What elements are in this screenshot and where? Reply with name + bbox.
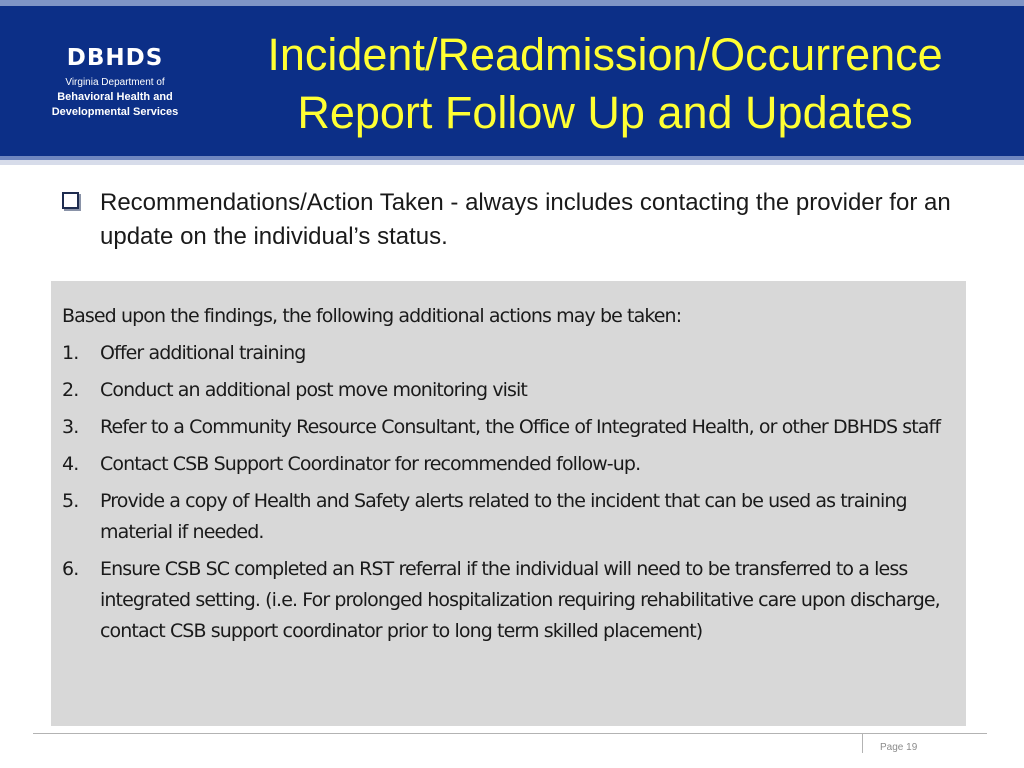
list-item-number: 6.: [62, 558, 79, 580]
list-item-text: Conduct an additional post move monitoring visit: [100, 379, 527, 401]
checkbox-icon: [62, 192, 79, 209]
slide-title-line2: Report Follow Up and Updates: [297, 87, 913, 138]
list-item: [62, 554, 954, 647]
action-list: [62, 338, 954, 647]
list-item-text: Refer to a Community Resource Consultant, the Office of Integrated Health, or other DBHDS staff: [100, 416, 941, 438]
slide-header: [0, 0, 1024, 160]
actions-panel: [51, 281, 966, 726]
list-item-text: Offer additional training: [100, 342, 306, 364]
list-item-number: 5.: [62, 490, 79, 512]
list-item: [62, 449, 954, 480]
logo-title: DBHDS: [66, 45, 164, 71]
slide-title: [205, 26, 1005, 142]
slide-title-line1: Incident/Readmission/Occurrence: [267, 29, 943, 80]
logo-subtitle-line3: Developmental Services: [51, 106, 179, 118]
list-item-number: 2.: [62, 379, 79, 401]
list-item-number: 1.: [62, 342, 79, 364]
list-item: [62, 412, 954, 443]
panel-intro: Based upon the findings, the following additional actions may be taken:: [62, 305, 682, 327]
list-item-text: Contact CSB Support Coordinator for recommended follow-up.: [100, 453, 641, 475]
dbhds-logo: [30, 44, 200, 120]
footer-tick: [862, 733, 863, 753]
footer-divider: [33, 733, 987, 734]
list-item: [62, 486, 954, 548]
list-item: [62, 338, 954, 369]
list-item-text: Provide a copy of Health and Safety alerts related to the incident that can be used as training material if needed.: [100, 490, 907, 543]
list-item-text: Ensure CSB SC completed an RST referral if the individual will need to be transferred to a less integrated setting. (i.e. For prolonged hospitalization requiring rehabilitative care upon discharge, contact CSB support coordinator prior to long term skilled placement): [100, 558, 940, 642]
bullet-point: [62, 186, 962, 254]
page-number: Page 19: [880, 742, 918, 753]
bullet-text: Recommendations/Action Taken - always includes contacting the provider for an update on the individual’s status.: [100, 189, 951, 250]
logo-subtitle-line1: Virginia Department of: [65, 77, 165, 88]
logo-subtitle-line2: Behavioral Health and: [57, 91, 173, 103]
list-item-number: 4.: [62, 453, 79, 475]
list-item-number: 3.: [62, 416, 79, 438]
list-item: [62, 375, 954, 406]
